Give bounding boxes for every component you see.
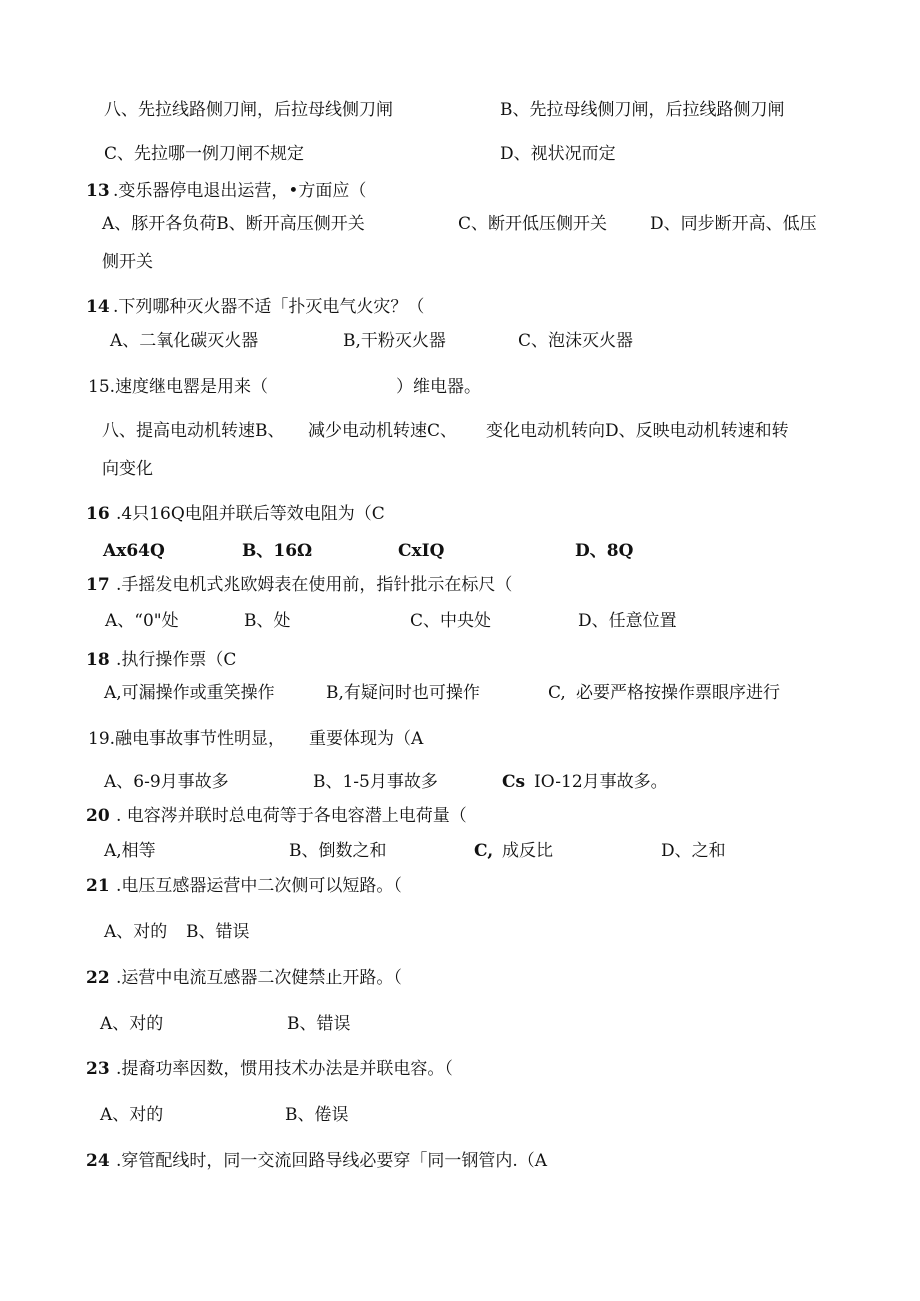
- question-text: .手摇发电机式兆欧姆表在使用前，指针批示在标尺（: [116, 575, 513, 595]
- option-ab: 八、提高电动机转速B、: [102, 421, 285, 441]
- question-text: .穿管配线时，同一交流回路导线必要穿「同一钢管内.（A: [116, 1151, 548, 1171]
- option-continuation: 向变化: [102, 459, 153, 479]
- option-b: B、倒数之和: [289, 841, 387, 861]
- question-text: .电压互感器运营中二次侧可以短路。（: [116, 876, 402, 896]
- question-text: .提裔功率因数，惯用技术办法是并联电容。（: [116, 1059, 453, 1079]
- option-a: A,相等: [104, 841, 156, 861]
- option-c-text: IO-12月事故多。: [534, 772, 668, 792]
- option-c-text: 成反比: [502, 841, 553, 861]
- question-text: .下列哪种灭火器不适「扑灭电气火灾？（: [113, 297, 425, 317]
- question-text: 15.速度继电罂是用来（: [88, 377, 269, 397]
- option-a: A、“0"处: [105, 611, 179, 631]
- question-text: .执行操作票（C: [116, 650, 237, 670]
- question-text-end: ）维电器。: [396, 377, 481, 397]
- option-ab: A、豚开各负荷B、断开高压侧开关: [102, 214, 365, 234]
- option-c-label: C,: [548, 683, 566, 703]
- question-number: 20: [86, 806, 110, 826]
- option-a: 八、先拉线路侧刀闸，后拉母线侧刀闸: [104, 100, 393, 120]
- option-b: B、处: [244, 611, 291, 631]
- option-c: C、泡沫灭火器: [518, 331, 634, 351]
- question-number: 21: [86, 876, 110, 896]
- option-continuation: 侧开关: [102, 252, 153, 272]
- option-c-label: Cs: [502, 772, 526, 792]
- question-number: 24: [86, 1151, 110, 1171]
- option-a: A、对的: [100, 1014, 164, 1034]
- question-number: 23: [86, 1059, 110, 1079]
- question-text: .变乐器停电退出运营，•方面应（: [113, 181, 367, 201]
- option-d: D、任意位置: [578, 611, 677, 631]
- option-b: B,干粉灭火器: [343, 331, 446, 351]
- option-a: Ax64Q: [103, 541, 165, 561]
- option-a: A、二氧化碳灭火器: [110, 331, 259, 351]
- question-number: 17: [86, 575, 110, 595]
- question-text-end: 重要体现为（A: [309, 729, 424, 749]
- option-c: CxIQ: [398, 541, 445, 561]
- question-text: .运营中电流互感器二次健禁止开路。（: [116, 968, 402, 988]
- option-c: C、中央处: [410, 611, 492, 631]
- option-c: C、先拉哪一例刀闸不规定: [104, 144, 305, 164]
- option-a: A、对的: [100, 1105, 164, 1125]
- option-d: D、视状况而定: [500, 144, 616, 164]
- question-number: 14: [86, 297, 110, 317]
- question-text: .4只16Q电阻并联后等效电阻为（C: [116, 504, 385, 524]
- option-cd: 变化电动机转向D、反映电动机转速和转: [486, 421, 789, 441]
- question-number: 18: [86, 650, 110, 670]
- option-b: B,有疑问时也可操作: [326, 683, 480, 703]
- option-b: B、16Ω: [242, 541, 313, 561]
- option-bc: 减少电动机转速C、: [308, 421, 458, 441]
- question-text: . 电容涔并联时总电荷等于各电容潜上电荷量（: [116, 806, 467, 826]
- option-b: B、错误: [186, 922, 250, 942]
- option-d: D、之和: [661, 841, 726, 861]
- option-b: B、错误: [287, 1014, 351, 1034]
- question-number: 16: [86, 504, 110, 524]
- option-c: C、断开低压侧开关: [458, 214, 608, 234]
- question-number: 22: [86, 968, 110, 988]
- option-b: B、1-5月事故多: [313, 772, 438, 792]
- question-text: 19.融电事故事节性明显，: [88, 729, 286, 749]
- option-a: A、6-9月事故多: [104, 772, 229, 792]
- option-c-text: 必要严格按操作票眼序进行: [576, 683, 780, 703]
- option-a: A,可漏操作或重笑操作: [104, 683, 275, 703]
- question-number: 13: [86, 181, 110, 201]
- option-b: B、先拉母线侧刀闸，后拉线路侧刀闸: [500, 100, 785, 120]
- option-d: D、同步断开高、低压: [650, 214, 817, 234]
- option-d: D、8Q: [575, 541, 634, 561]
- option-a: A、对的: [104, 922, 168, 942]
- option-c-label: C,: [474, 841, 494, 861]
- option-b: B、倦误: [285, 1105, 349, 1125]
